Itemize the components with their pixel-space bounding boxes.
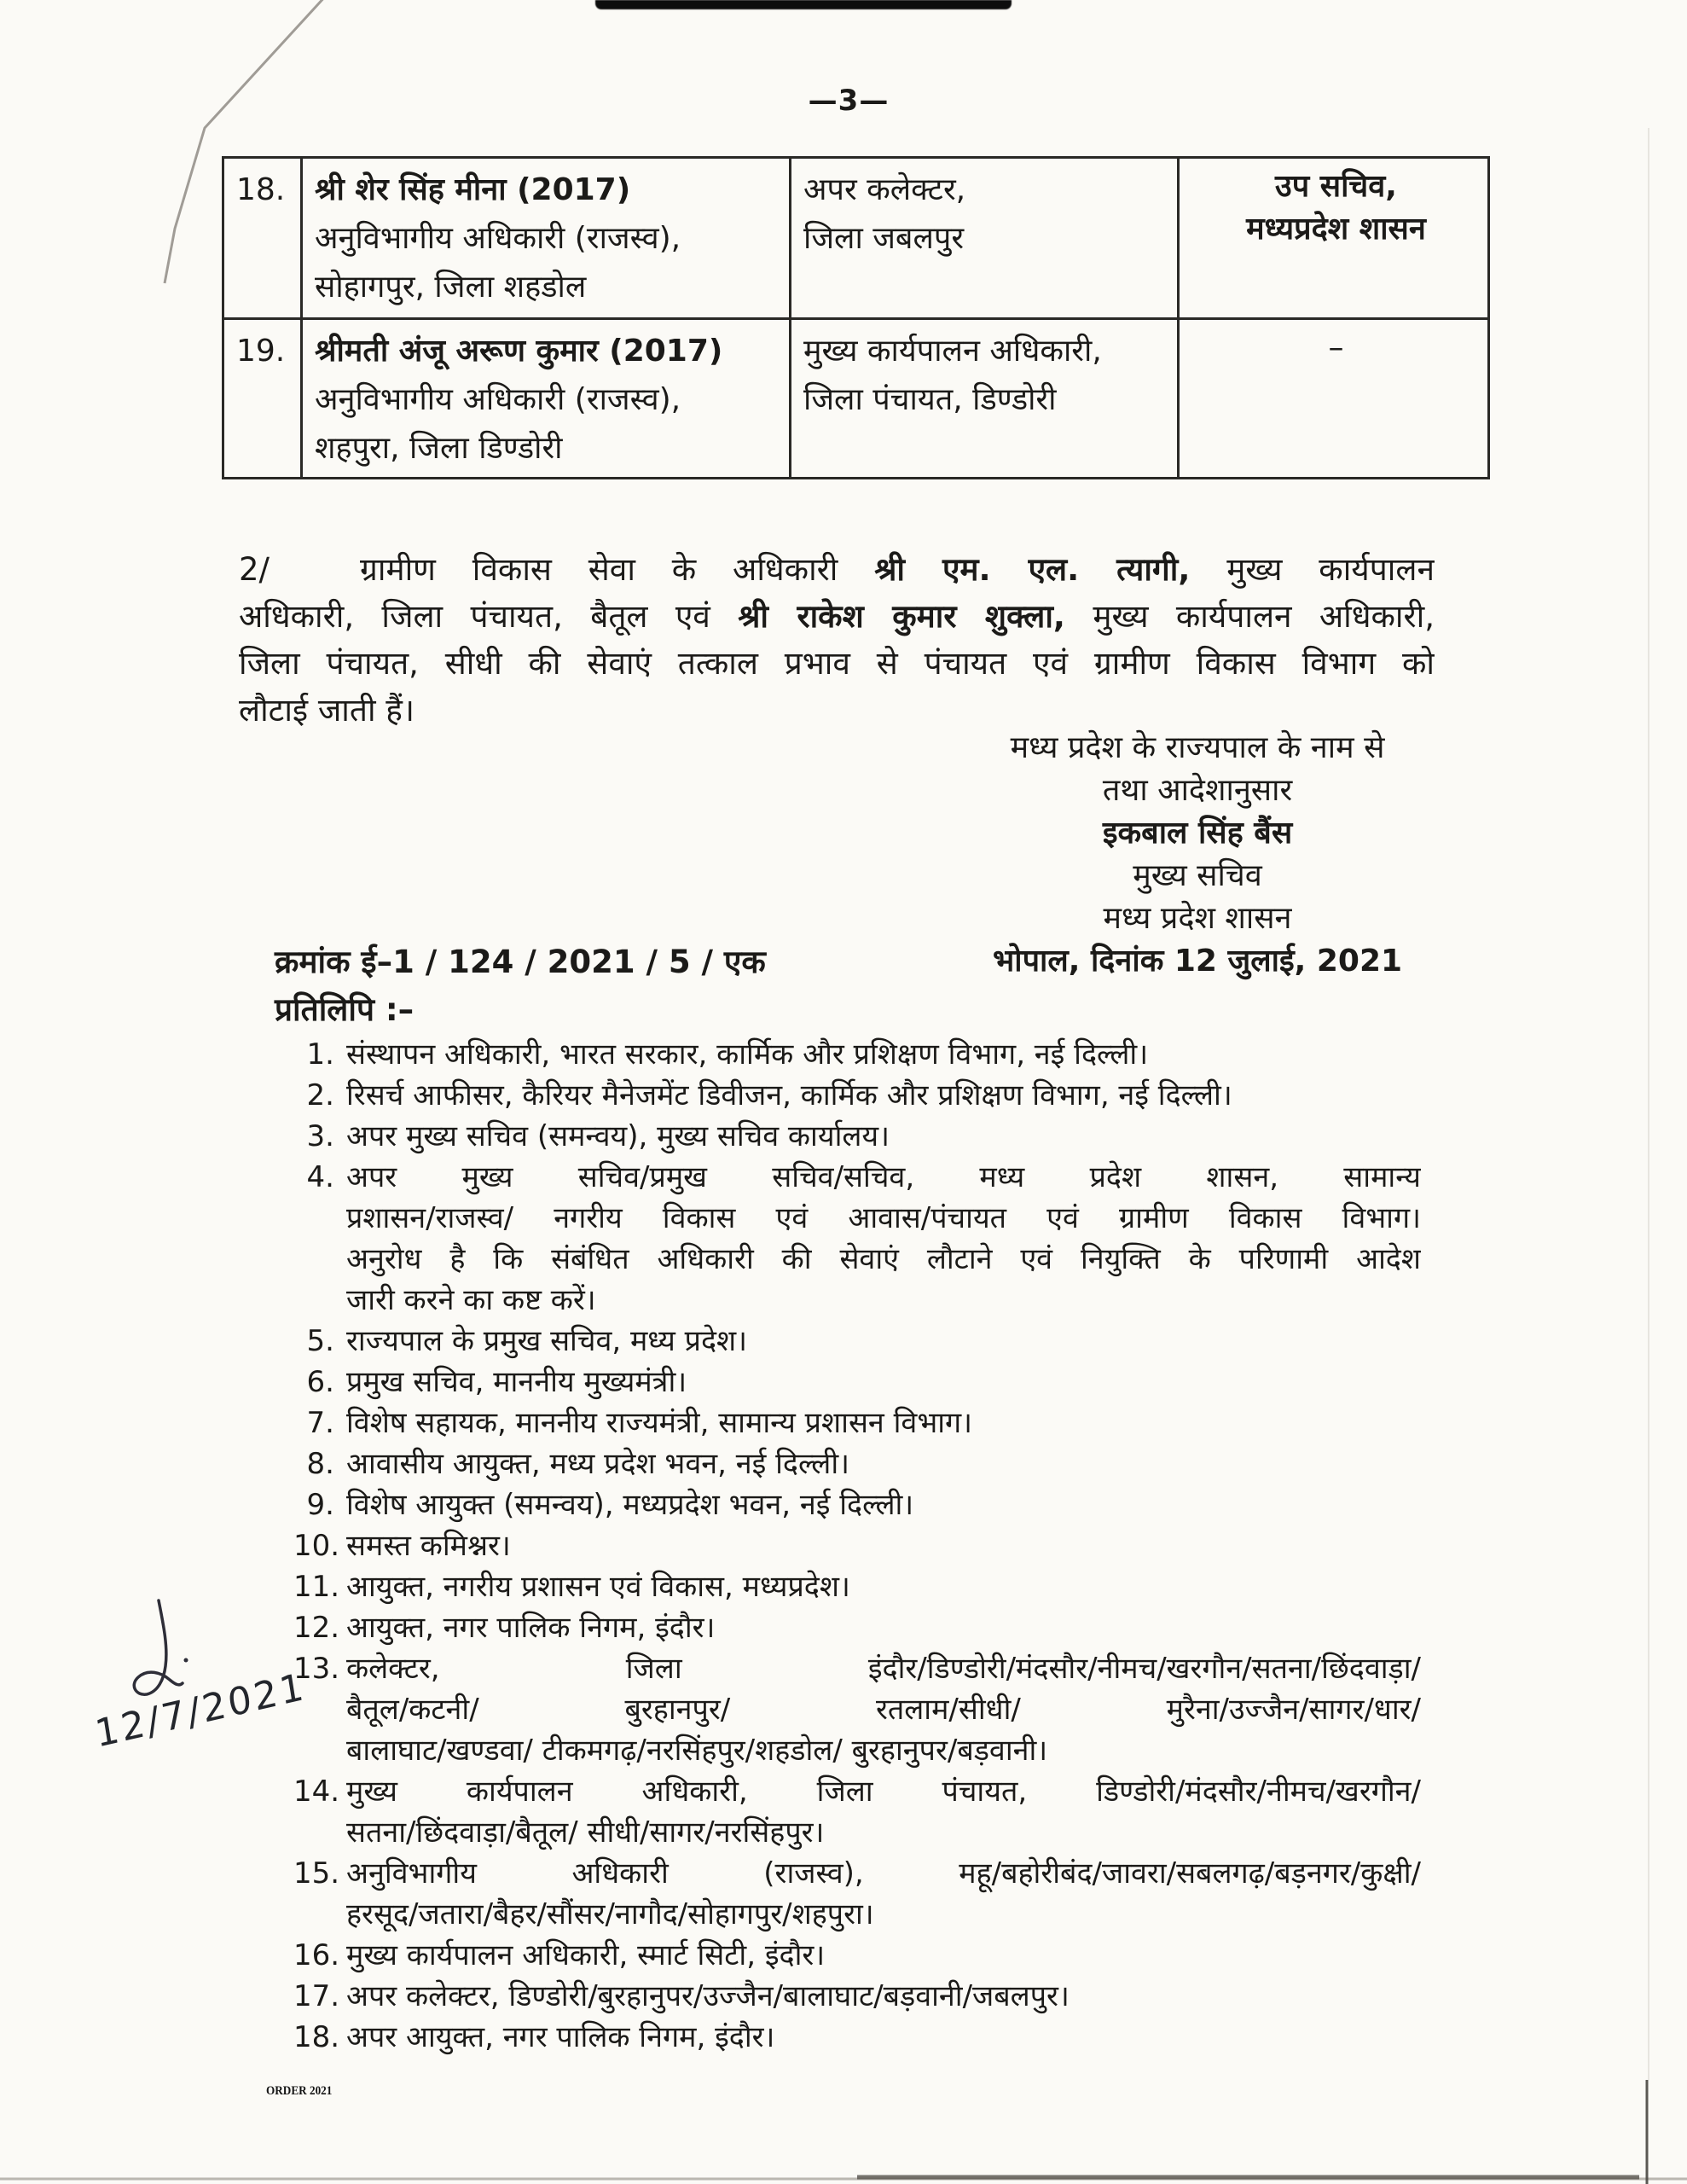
list-item-line: बैतूल/कटनी/ बुरहानपुर/ रतलाम/सीधी/ मुरैना/उज्जैन/सागर/धार/ <box>346 1693 1421 1727</box>
list-item <box>293 1403 1421 1443</box>
officers-table <box>222 156 1490 479</box>
paragraph-text: अधिकारी, जिला पंचायत, बैतूल एवं <box>239 598 739 635</box>
list-item-number: 13. <box>293 1652 340 1686</box>
officer-name-bold: श्री राकेश कुमार शुक्ला, <box>738 598 1065 635</box>
signatory-name: इकबाल सिंह बैंस <box>1102 816 1293 851</box>
officer-name: श्री शेर सिंह मीना (2017) <box>315 172 631 207</box>
list-item-line: प्रमुख सचिव, माननीय मुख्यमंत्री। <box>346 1365 687 1399</box>
list-item-number: 3. <box>306 1119 334 1153</box>
list-item <box>293 2017 1421 2058</box>
remark-cell <box>1179 319 1489 479</box>
officer-designation: अनुविभागीय अधिकारी (राजस्व), <box>315 221 681 256</box>
list-item-text <box>346 1362 1421 1403</box>
paragraph-2-line <box>239 546 1435 593</box>
list-item-number: 11. <box>293 1570 340 1604</box>
scan-top-bar <box>595 0 1012 9</box>
paragraph-number: 2/ <box>239 551 270 588</box>
list-item-number: 14. <box>293 1774 340 1809</box>
posting-cell <box>791 319 1179 479</box>
list-item <box>293 1321 1421 1362</box>
handwritten-signature-mark <box>134 1600 188 1694</box>
list-item-line: मुख्य कार्यपालन अधिकारी, जिला पंचायत, डिण्डोरी/मंदसौर/नीमच/खरगौन/ <box>346 1774 1421 1809</box>
list-item-line: मुख्य कार्यपालन अधिकारी, स्मार्ट सिटी, इंदौर। <box>346 1938 826 1972</box>
list-item-number: 16. <box>293 1938 340 1972</box>
list-item <box>293 1935 1421 1976</box>
list-item-number: 8. <box>306 1447 334 1481</box>
order-number: क्रमांक ई–1 / 124 / 2021 / 5 / एक <box>275 944 766 980</box>
paragraph-text: मुख्य कार्यपालन <box>1190 551 1435 588</box>
list-item <box>293 1157 1421 1321</box>
list-item-line: प्रशासन/राजस्व/ नगरीय विकास एवं आवास/पंचायत एवं ग्रामीण विकास विभाग। <box>346 1201 1421 1235</box>
list-item-number: 17. <box>293 1979 340 2013</box>
officer-name: श्रीमती अंजू अरूण कुमार (2017) <box>315 334 723 369</box>
list-item-line: अनुरोध है कि संबंधित अधिकारी की सेवाएं लौटाने एवं नियुक्ति के परिणामी आदेश <box>346 1242 1421 1276</box>
list-item-number: 18. <box>293 2020 340 2054</box>
remark-cell <box>1179 158 1489 319</box>
officer-name-cell <box>302 319 791 479</box>
list-item-number: 10. <box>293 1529 340 1563</box>
list-item-text <box>346 1321 1421 1362</box>
list-item-number: 4. <box>306 1160 334 1194</box>
copy-list <box>293 1034 1421 2058</box>
list-item-line: संस्थापन अधिकारी, भारत सरकार, कार्मिक और प्रशिक्षण विभाग, नई दिल्ली। <box>346 1037 1149 1072</box>
list-item <box>293 1566 1421 1607</box>
posting-line: जिला पंचायत, डिण्डोरी <box>803 382 1057 417</box>
list-item-text <box>346 1853 1421 1935</box>
list-item-text <box>346 1484 1421 1525</box>
posting-line: अपर कलेक्टर, <box>803 172 966 207</box>
officer-name-cell <box>302 158 791 319</box>
paragraph-2 <box>239 546 1435 734</box>
remark-line: – <box>1328 330 1344 365</box>
posting-line: जिला जबलपुर <box>803 221 965 256</box>
posting-cell <box>791 158 1179 319</box>
list-item-text <box>346 1116 1421 1157</box>
copy-heading: प्रतिलिपि :– <box>275 991 415 1028</box>
paragraph-text: लौटाई जाती हैं। <box>239 692 415 729</box>
signature-order-line: तथा आदेशानुसार <box>1102 773 1293 808</box>
list-item-text <box>346 1034 1421 1075</box>
footer-order-mark: ORDER 2021 <box>266 2084 333 2098</box>
list-item <box>293 1771 1421 1853</box>
handwritten-date: 12/7/2021 <box>92 1664 310 1757</box>
paragraph-text: ग्रामीण विकास सेवा के अधिकारी <box>360 551 875 588</box>
list-item-text <box>346 1525 1421 1566</box>
officer-place: शहपुरा, जिला डिण्डोरी <box>315 431 563 466</box>
serial-number-text: 18. <box>236 172 286 207</box>
list-item-line: अपर कलेक्टर, डिण्डोरी/बुरहानुपर/उज्जैन/बालाघाट/बड़वानी/जबलपुर। <box>346 1979 1070 2013</box>
list-item-line: सतना/छिंदवाड़ा/बैतूल/ सीधी/सागर/नरसिंहपुर। <box>346 1815 825 1850</box>
list-item-text <box>346 1403 1421 1443</box>
list-item <box>293 1362 1421 1403</box>
list-item-number: 1. <box>306 1037 334 1072</box>
list-item <box>293 1853 1421 1935</box>
serial-number <box>223 158 302 319</box>
list-item-line: बालाघाट/खण्डवा/ टीकमगढ़/नरसिंहपुर/शहडोल/ बुरहानुपर/बड़वानी। <box>346 1734 1048 1768</box>
list-item-number: 6. <box>306 1365 334 1399</box>
list-item-line: आयुक्त, नगर पालिक निगम, इंदौर। <box>346 1611 716 1645</box>
list-item-number: 15. <box>293 1856 340 1891</box>
list-item <box>293 1443 1421 1484</box>
signature-authority-line: मध्य प्रदेश के राज्यपाल के नाम से <box>1010 730 1385 765</box>
list-item-text <box>346 1566 1421 1607</box>
signature-block <box>935 727 1460 983</box>
list-item-text <box>346 1935 1421 1976</box>
table-row <box>223 158 1489 319</box>
list-item-line: हरसूद/जतारा/बैहर/सौंसर/नागौद/सोहागपुर/शहपुरा। <box>346 1897 874 1931</box>
paragraph-2-line <box>239 593 1435 640</box>
paragraph-2-line <box>239 640 1435 687</box>
serial-number-text: 19. <box>236 334 286 369</box>
table-row <box>223 319 1489 479</box>
list-item-number: 9. <box>306 1488 334 1522</box>
list-item-text <box>346 1648 1421 1771</box>
list-item-line: विशेष सहायक, माननीय राज्यमंत्री, सामान्य प्रशासन विभाग। <box>346 1406 973 1440</box>
list-item-text <box>346 1771 1421 1853</box>
place-date-line: भोपाल, दिनांक 12 जुलाई, 2021 <box>992 944 1403 979</box>
list-item-line: अपर आयुक्त, नगर पालिक निगम, इंदौर। <box>346 2020 775 2054</box>
signatory-government: मध्य प्रदेश शासन <box>1103 901 1292 936</box>
list-item-number: 5. <box>306 1324 334 1358</box>
list-item-line: रिसर्च आफीसर, कैरियर मैनेजमेंट डिवीजन, कार्मिक और प्रशिक्षण विभाग, नई दिल्ली। <box>346 1078 1232 1112</box>
officer-name-bold: श्री एम. एल. त्यागी, <box>874 551 1191 588</box>
list-item <box>293 1484 1421 1525</box>
posting-line: मुख्य कार्यपालन अधिकारी, <box>803 334 1102 369</box>
serial-number <box>223 319 302 479</box>
list-item-text <box>346 2017 1421 2058</box>
list-item-text <box>346 1075 1421 1116</box>
list-item-line: राज्यपाल के प्रमुख सचिव, मध्य प्रदेश। <box>346 1324 748 1358</box>
list-item-number: 12. <box>293 1611 340 1645</box>
list-item-line: अपर मुख्य सचिव (समन्वय), मुख्य सचिव कार्यालय। <box>346 1119 890 1153</box>
list-item-text <box>346 1443 1421 1484</box>
list-item-line: आवासीय आयुक्त, मध्य प्रदेश भवन, नई दिल्ली। <box>346 1447 850 1481</box>
list-item <box>293 1116 1421 1157</box>
list-item-text <box>346 1607 1421 1648</box>
list-item-line: कलेक्टर, जिला इंदौर/डिण्डोरी/मंदसौर/नीमच/खरगौन/सतना/छिंदवाड़ा/ <box>346 1652 1421 1686</box>
list-item <box>293 1075 1421 1116</box>
list-item <box>293 1976 1421 2017</box>
paragraph-text: जिला पंचायत, सीधी की सेवाएं तत्काल प्रभाव से पंचायत एवं ग्रामीण विकास विभाग को <box>239 645 1435 682</box>
list-item <box>293 1607 1421 1648</box>
list-item <box>293 1648 1421 1771</box>
list-item-line: समस्त कमिश्नर। <box>346 1529 511 1563</box>
list-item-line: अपर मुख्य सचिव/प्रमुख सचिव/सचिव, मध्य प्रदेश शासन, सामान्य <box>346 1160 1421 1194</box>
list-item <box>293 1034 1421 1075</box>
list-item-number: 7. <box>306 1406 334 1440</box>
list-item <box>293 1525 1421 1566</box>
officer-designation: अनुविभागीय अधिकारी (राजस्व), <box>315 382 681 417</box>
officer-place: सोहागपुर, जिला शहडोल <box>315 270 587 305</box>
signatory-designation: मुख्य सचिव <box>1133 858 1262 893</box>
list-item-line: विशेष आयुक्त (समन्वय), मध्यप्रदेश भवन, नई दिल्ली। <box>346 1488 914 1522</box>
list-item-text <box>346 1157 1421 1321</box>
list-item-line: जारी करने का कष्ट करें। <box>346 1283 596 1317</box>
list-item-line: आयुक्त, नगरीय प्रशासन एवं विकास, मध्यप्रदेश। <box>346 1570 850 1604</box>
page-number: —3— <box>808 84 890 118</box>
list-item-text <box>346 1976 1421 2017</box>
list-item-number: 2. <box>306 1078 334 1112</box>
list-item-line: अनुविभागीय अधिकारी (राजस्व), महू/बहोरीबंद/जावरा/सबलगढ़/बड़नगर/कुक्षी/ <box>346 1856 1421 1891</box>
paragraph-text: मुख्य कार्यपालन अधिकारी, <box>1064 598 1435 635</box>
remark-line: उप सचिव, <box>1275 169 1397 204</box>
remark-line: मध्यप्रदेश शासन <box>1246 212 1426 247</box>
